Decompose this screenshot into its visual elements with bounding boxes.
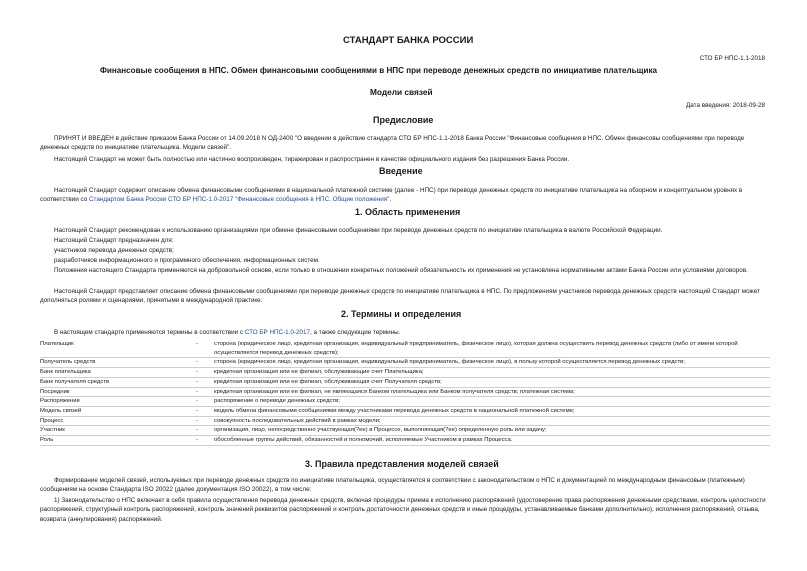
document-title: Финансовые сообщения в НПС. Обмен финансовыми сообщениями в НПС при переводе денежных средств по инициативе плательщика	[100, 66, 657, 75]
term-name: Роль	[40, 436, 196, 446]
term-name: Модель связей	[40, 406, 196, 416]
section-2-intro-b: , а также следующие термины.	[310, 329, 401, 336]
standard-code: СТО БР НПС-1.1-2018	[699, 55, 765, 62]
term-name: Распоряжение	[40, 397, 196, 407]
section-1-paragraph-4: разработчиков информационного и программного обеспечения, информационных систем.	[54, 257, 320, 264]
term-dash: -	[196, 358, 214, 368]
term-definition: совокупность последовательных действий в рамках модели;	[214, 416, 770, 426]
term-definition: кредитная организация или ее филиал, не являющаяся Банком плательщика или Банком получателя средств; платежная система;	[214, 387, 770, 397]
preface-heading: Предисловие	[373, 115, 434, 125]
table-row	[40, 358, 770, 368]
effective-date: Дата введения: 2018-09-28	[686, 102, 765, 109]
table-row	[40, 436, 770, 446]
intro-text-a: Настоящий Стандарт содержит описание обмена финансовыми сообщениями в национальной платежной системе (далее - НПС) при переводе денежных средств по инициативе плательщика на обзорном и концептуальном уровнях в соответствии со	[40, 187, 743, 204]
table-row	[40, 397, 770, 407]
term-dash: -	[196, 340, 214, 358]
section-3-paragraph-1: Формирование моделей связей, используемых при переводе денежных средств по инициативе плательщика, осуществляется в соответствии с законодательством о НПС и документацией по международным финансовым (платежным) сообщениям на основе Стандарта ISO 20022 (далее документация ISO 20022), в том числе:	[40, 477, 745, 494]
sto-br-link[interactable]: СТО БР НПС-1.0-2017	[244, 329, 311, 336]
term-dash: -	[196, 368, 214, 378]
section-2-intro	[40, 328, 770, 337]
table-row	[40, 406, 770, 416]
term-dash: -	[196, 436, 214, 446]
term-name: Плательщик	[40, 340, 196, 358]
preface-paragraph-1: ПРИНЯТ И ВВЕДЕН в действие приказом Банка России от 14.09.2018 N ОД-2400 "О введении в действие стандарта СТО БР НПС-1.1-2018 Банка России "Финансовые сообщения в НПС. Обмен финансовы сообщениями при переводе денежных средств по инициативе плательщика. Модели связей".	[40, 135, 745, 152]
table-row	[40, 426, 770, 436]
table-row	[40, 368, 770, 378]
terms-table	[40, 340, 770, 446]
table-row	[40, 387, 770, 397]
term-definition: распоряжение о переводе денежных средств;	[214, 397, 770, 407]
standard-title: СТАНДАРТ БАНКА РОССИИ	[343, 35, 474, 46]
section-1-paragraph-6: Настоящий Стандарт представляет описание обмена финансовыми сообщениями при переводе денежных средств по инициативе плательщика в НПС. По предложениям участников перевода денежных средств настоящий Стандарт может дополняться ролями и сценариями, принятыми в международной практике.	[40, 288, 760, 305]
term-name: Посредник	[40, 387, 196, 397]
term-dash: -	[196, 426, 214, 436]
section-3-heading: 3. Правила представления моделей связей	[305, 459, 499, 469]
term-dash: -	[196, 406, 214, 416]
term-definition: обособленные группы действий, обязанностей и полномочий, исполняемые Участником в рамках Процесса.	[214, 436, 770, 446]
term-name: Участник	[40, 426, 196, 436]
section-1-paragraph-3: участников перевода денежных средств;	[54, 247, 174, 254]
term-definition: модель обмена финансовыми сообщениями между участниками перевода денежных средств в национальной платежной системе;	[214, 406, 770, 416]
intro-heading: Введение	[379, 166, 423, 176]
term-name: Банк получателя средств	[40, 377, 196, 387]
table-row	[40, 340, 770, 358]
term-dash: -	[196, 397, 214, 407]
section-1-paragraph-5: Положения настоящего Стандарта применяются на добровольной основе, если только в отношении конкретных положений обязательность их применения не установлена нормативными актами Банка России или условиями договоров.	[54, 267, 748, 274]
term-dash: -	[196, 416, 214, 426]
term-dash: -	[196, 387, 214, 397]
section-1-paragraph-1: Настоящий Стандарт рекомендован к использованию организациями при обмене финансовыми сообщениями при переводе денежных средств по инициативе плательщика в валюте Российской Федерации.	[54, 227, 663, 234]
term-name: Получатель средств	[40, 358, 196, 368]
term-definition: кредитная организация или ее филиал, обслуживающие счет Плательщика;	[214, 368, 770, 378]
preface-paragraph-2: Настоящий Стандарт не может быть полностью или частично воспроизведен, тиражирован и распространен в качестве официального издания без разрешения Банка России.	[54, 156, 570, 163]
term-definition: кредитная организация или ее филиал, обслуживающая счет Получателя средств;	[214, 377, 770, 387]
section-2-intro-a: В настоящем стандарте применяются термины в соответствии с	[54, 329, 245, 336]
term-definition: сторона (юридическое лицо, кредитная организация, индивидуальный предприниматель, физическое лицо), в пользу которой осуществляется перевод денежных средств;	[214, 358, 770, 368]
term-name: Процесс	[40, 416, 196, 426]
intro-text-b: .	[389, 196, 392, 204]
section-1-paragraph-2: Настоящий Стандарт предназначен для:	[54, 237, 174, 244]
section-3-paragraph-2: 1) Законодательство о НПС включает в себя правила осуществления перевода денежных средств, включая процедуры приема к исполнению распоряжений (удостоверение права распоряжения денежными средствами, контроль целостности распоряжений, структурный контроль распоряжений, контроль значений реквизитов распоряжений и контроль достаточности денежных средств и иные процедуры, устанавливаемые банками дополнительно), исполнения распоряжений, отзыва, возврата (аннулирования) распоряжений.	[40, 497, 766, 523]
table-row	[40, 416, 770, 426]
term-definition: организация, лицо, непосредственно участвующая(?ее) в Процессе, выполняющая(?ее) определенную роль или задачу;	[214, 426, 770, 436]
section-2-heading: 2. Термины и определения	[341, 309, 462, 319]
term-definition: сторона (юридическое лицо, кредитная организация, индивидуальный предприниматель, физическое лицо), которая должна осуществить перевод денежных средств (либо от имени которой осуществляется перевод денежных средств);	[214, 340, 770, 358]
document-subtitle: Модели связей	[370, 87, 433, 97]
term-name: Банк плательщика	[40, 368, 196, 378]
term-dash: -	[196, 377, 214, 387]
section-1-heading: 1. Область применения	[355, 207, 461, 217]
intro-paragraph	[40, 186, 770, 205]
intro-standard-link[interactable]: Стандартом Банка России СТО БР НПС-1.0-2017 "Финансовые сообщения в НПС. Общие положения"	[88, 196, 390, 204]
table-row	[40, 377, 770, 387]
